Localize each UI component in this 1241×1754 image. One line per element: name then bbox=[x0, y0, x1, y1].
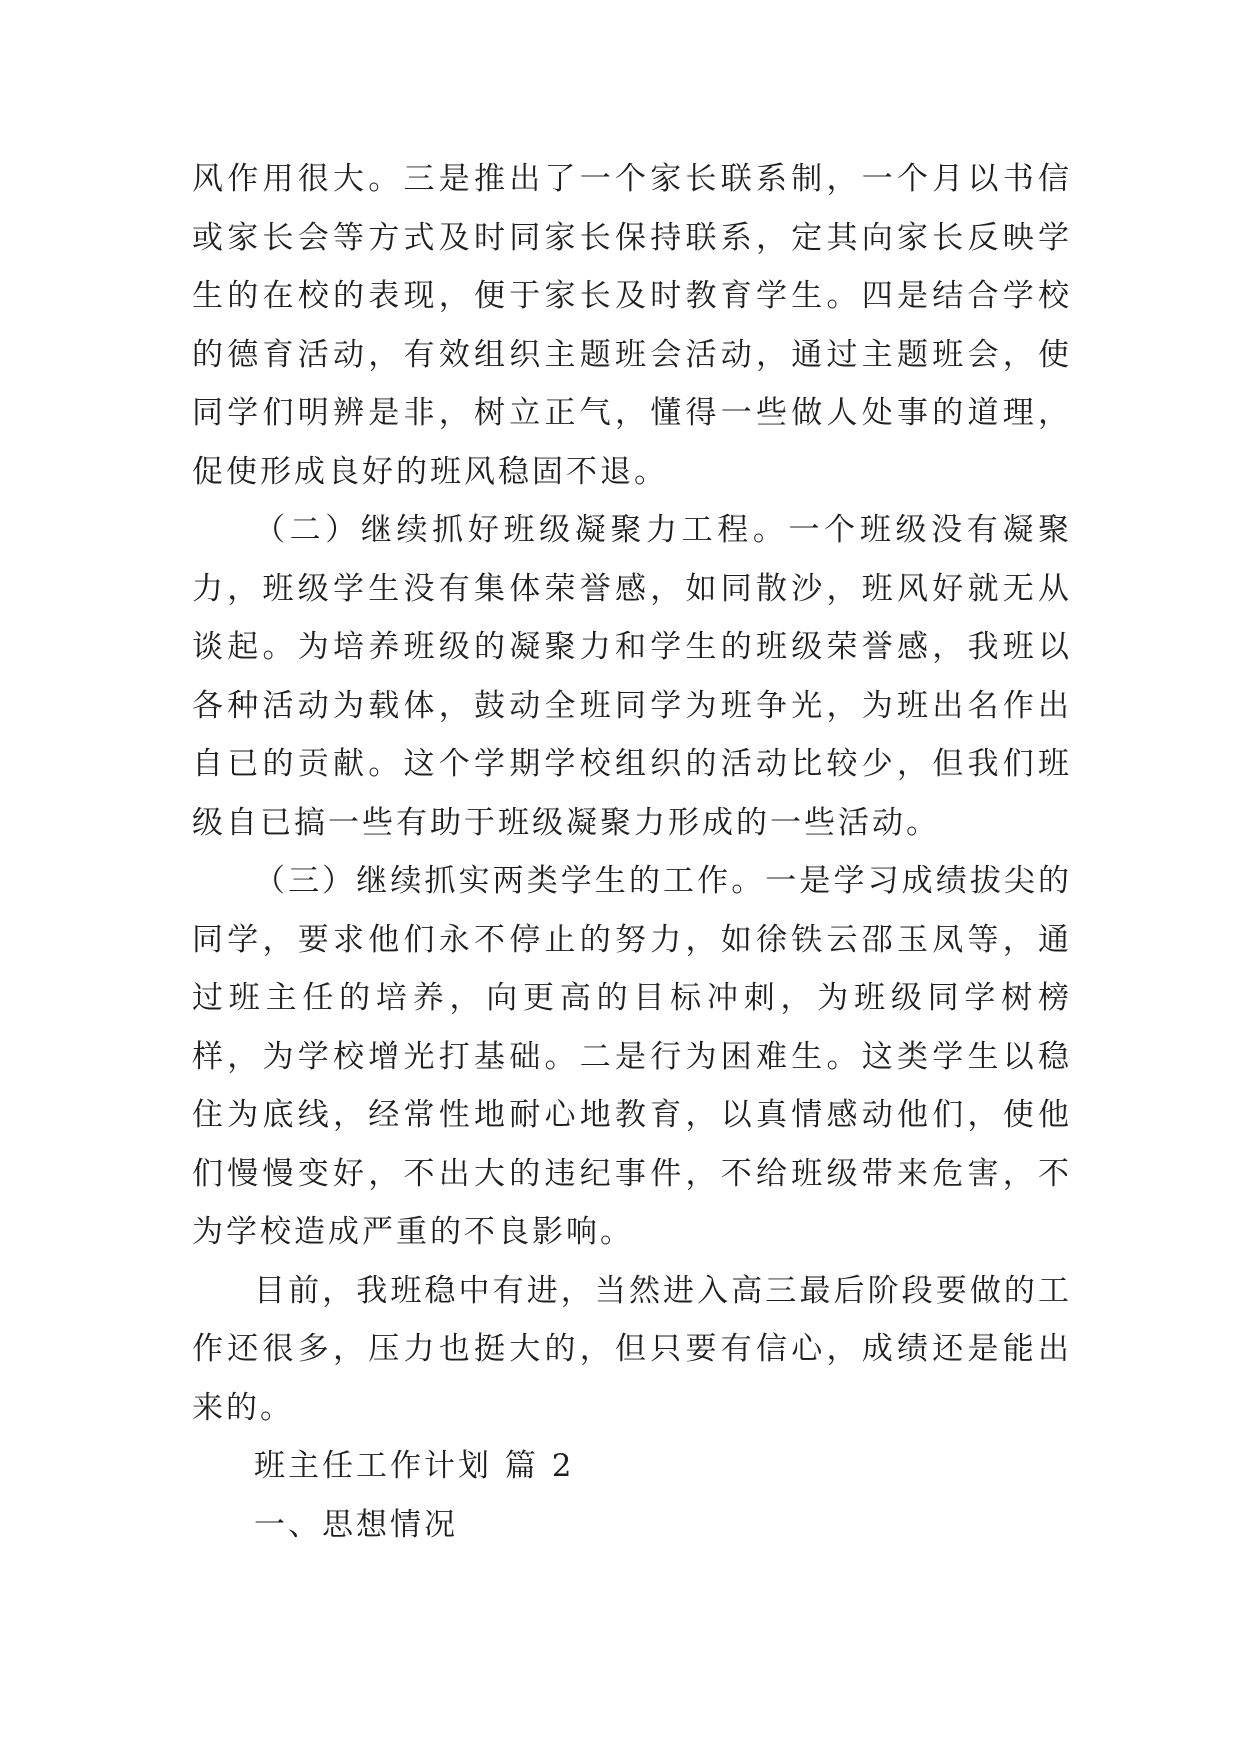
paragraph-cohesion: （二）继续抓好班级凝聚力工程。一个班级没有凝聚力，班级学生没有集体荣誉感，如同散沙，班风好就无从谈起。为培养班级的凝聚力和学生的班级荣誉感，我班以各种活动为载体，鼓动全班同学为班争光，为班出名作出自已的贡献。这个学期学校组织的活动比较少，但我们班级自已搞一些有助于班级凝聚力形成的一些活动。 bbox=[192, 512, 1072, 841]
paragraph-class-style: 风作用很大。三是推出了一个家长联系制，一个月以书信或家长会等方式及时同家长保持联系，定其向家长反映学生的在校的表现，便于家长及时教育学生。四是结合学校的德育活动，有效组织主题班会活动，通过主题班会，使同学们明辨是非，树立正气，懂得一些做人处事的道理，促使形成良好的班风稳固不退。 bbox=[192, 161, 1072, 490]
subheading-thought: 一、思想情况 bbox=[254, 1506, 458, 1543]
paragraph-two-student-types: （三）继续抓实两类学生的工作。一是学习成绩拔尖的同学，要求他们永不停止的努力，如徐铁云邵玉凤等，通过班主任的培养，向更高的目标冲刺，为班级同学树榜样，为学校增光打基础。二是行为困难生。这类学生以稳住为底线，经常性地耐心地教育，以真情感动他们，使他们慢慢变好，不出大的违纪事件，不给班级带来危害，不为学校造成严重的不良影响。 bbox=[192, 863, 1072, 1250]
paragraph-conclusion: 目前，我班稳中有进，当然进入高三最后阶段要做的工作还很多，压力也挺大的，但只要有信心，成绩还是能出来的。 bbox=[192, 1272, 1072, 1426]
section-title: 班主任工作计划 篇 2 bbox=[254, 1448, 575, 1484]
document-body bbox=[192, 150, 1072, 1554]
